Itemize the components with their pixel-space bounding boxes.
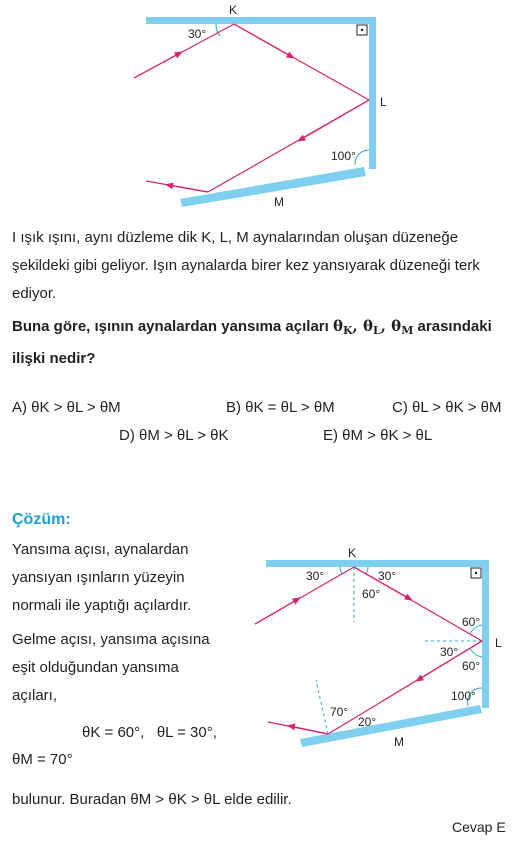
question-intro: I ışık ışını, aynı düzleme dik K, L, M aynalarından oluşan düzeneğe şekildeki gibi geliyor. Işın aynalarda birer kez yansıyarak düzeneği terk ediyor. [12,229,480,302]
label-angle-30-right: 30° [378,569,397,583]
label-k: K [229,3,238,17]
label-m: M [274,195,284,209]
label-k-solution: K [348,546,357,560]
mirror-m [180,167,366,207]
label-l: L [380,95,387,109]
mirror-m-solution [300,705,482,747]
solution-conclusion: bulunur. Buradan θM > θK > θL elde edilir. [12,791,292,808]
solution-values-kl: θK = 60°, θL = 30°, [82,724,217,741]
label-angle-30-left: 30° [306,569,325,583]
label-angle-60-l: 60° [462,659,481,673]
label-angle-60-top: 60° [462,615,481,629]
label-angle-100: 100° [451,689,476,703]
angle-arc-lm [355,150,369,165]
label-angle-30-l: 30° [440,645,459,659]
answer-label: Cevap E [452,819,506,835]
solution-values-m: θM = 70° [12,751,73,768]
figure-1-mirror-diagram [0,0,524,215]
option-d[interactable]: D) θM > θL > θK [119,427,229,444]
label-angle-lm: 100° [331,149,356,163]
normal-m [316,680,328,734]
label-angle-k: 30° [188,27,207,41]
option-b[interactable]: B) θK = θL > θM [226,399,335,416]
label-angle-60-k: 60° [362,587,381,601]
mirror-l [369,17,376,169]
angle-arc-k [216,24,220,36]
option-c[interactable]: C) θL > θK > θM [392,399,502,416]
label-angle-70: 70° [330,705,349,719]
label-angle-20: 20° [358,715,377,729]
mirror-l-solution [482,560,489,708]
mirror-k [146,17,376,24]
figure-2-solution-diagram [240,540,524,760]
mirror-k-solution [266,560,488,567]
label-l-solution: L [495,636,502,650]
question-prompt: Buna göre, ışının aynalardan yansıma açıları $\theta_K$, $\theta_L$, $\theta_M$ arasındaki ilişki nedir? [12,317,492,367]
solution-reflection-note: Gelme açısı, yansıma açısına eşit olduğundan yansıma açıları, [12,631,210,704]
option-e[interactable]: E) θM > θK > θL [323,427,433,444]
option-a[interactable]: A) θK > θL > θM [12,399,121,416]
solution-title: Çözüm: [12,511,71,528]
solution-explanation: Yansıma açısı, aynalardan yansıyan ışınların yüzeyin normali ile yaptığı açılardır. [12,541,192,614]
label-m-solution: M [394,735,404,749]
